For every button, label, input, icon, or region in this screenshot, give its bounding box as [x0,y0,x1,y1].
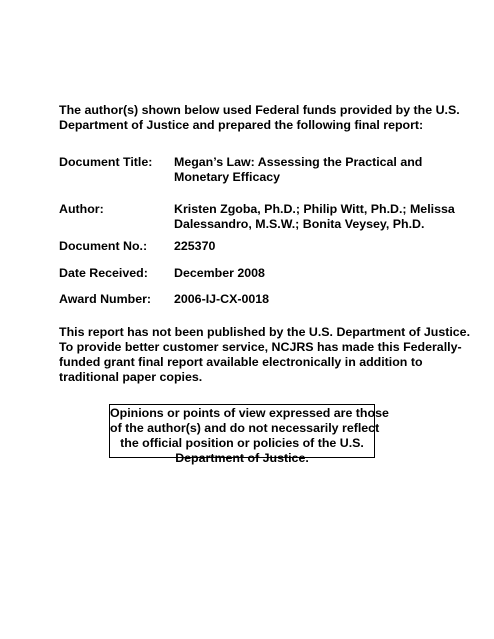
award-number-label: Award Number: [59,292,152,306]
publication-notice [59,325,471,385]
date-received-label: Date Received: [59,266,148,280]
document-title-line-1: Megan’s Law: Assessing the Practical and [174,155,423,169]
disclaimer-line-2: of the author(s) and do not necessarily reflect [110,421,380,435]
intro-line-1: The author(s) shown below used Federal funds provided by the U.S. [59,103,460,117]
document-number-label: Document No.: [59,239,148,253]
disclaimer-line-1: Opinions or points of view expressed are those [110,406,389,420]
author-line-1: Kristen Zgoba, Ph.D.; Philip Witt, Ph.D.; Melissa [174,202,455,216]
disclaimer-box [109,404,389,465]
date-received-value: December 2008 [174,266,265,280]
disclaimer-line-4: Department of Justice. [175,451,309,465]
document-title-label: Document Title: [59,155,153,169]
notice-line-3: funded grant final report available electronically in addition to [59,355,423,369]
author-value [174,202,464,232]
notice-line-2: To provide better customer service, NCJRS has made this Federally- [59,340,462,354]
document-title-line-2: Monetary Efficacy [174,170,281,184]
intro-statement [59,103,460,133]
intro-line-2: Department of Justice and prepared the following final report: [59,118,424,132]
disclaimer-line-3: the official position or policies of the U.S. [120,436,364,450]
award-number-value: 2006-IJ-CX-0018 [174,292,270,306]
author-line-2: Dalessandro, M.S.W.; Bonita Veysey, Ph.D. [174,217,425,231]
document-title-value [174,155,464,185]
document-number-value: 225370 [174,239,216,253]
notice-line-1: This report has not been published by the U.S. Department of Justice. [59,325,471,339]
author-label: Author: [59,202,104,216]
notice-line-4: traditional paper copies. [59,370,203,384]
